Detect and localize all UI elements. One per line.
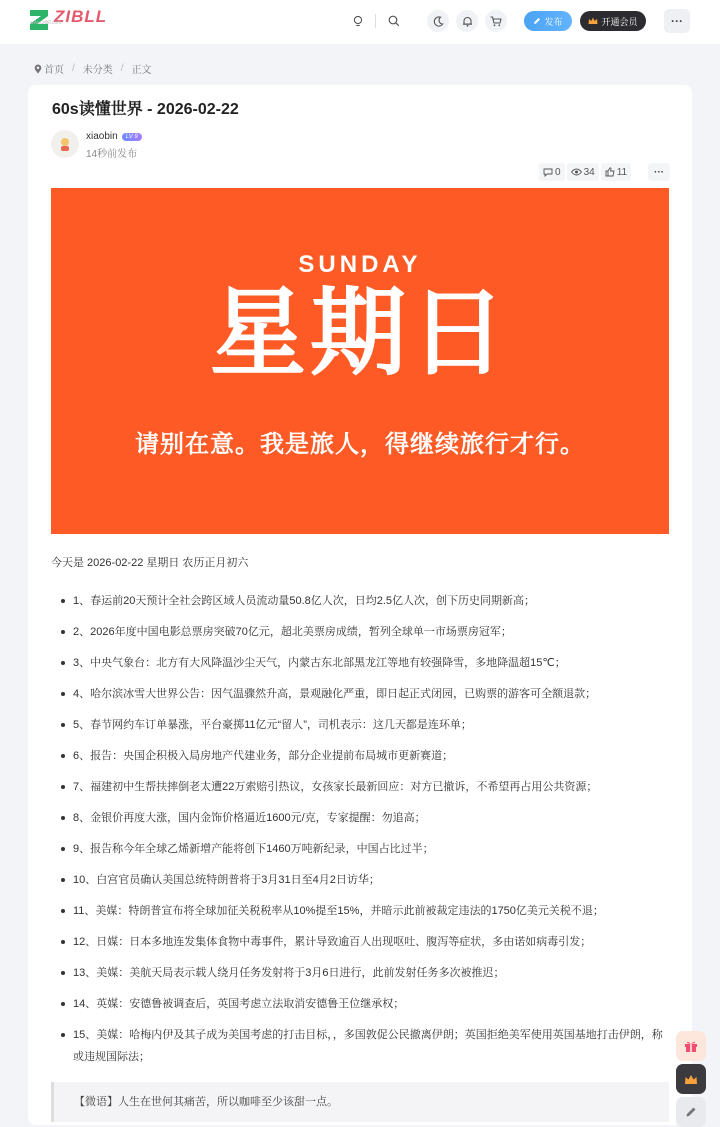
list-item: 8、金银价再度大涨，国内金饰价格逼近1600元/克，专家提醒：勿追高； — [51, 807, 671, 829]
list-item: 3、中央气象台：北方有大风降温沙尘天气，内蒙古东北部黑龙江等地有较强降雪，多地降温超15℃； — [51, 652, 671, 674]
breadcrumb-category[interactable]: 未分类 — [82, 65, 113, 76]
thumb-up-icon — [605, 167, 615, 177]
crown-icon — [588, 17, 598, 25]
view-count-value: 34 — [583, 166, 595, 178]
list-item: 6、报告：央国企积极入局房地产代建业务，部分企业提前布局城市更新赛道； — [51, 745, 671, 767]
post-stats — [539, 163, 631, 181]
publish-time: 14秒前发布 — [86, 149, 138, 160]
news-list — [51, 590, 671, 1077]
vip-label: 开通会员 — [601, 16, 638, 27]
more-icon[interactable]: ··· — [664, 9, 690, 33]
like-count[interactable] — [601, 163, 631, 181]
list-item: 12、日媒：日本多地连发集体食物中毒事件，累计导致逾百人出现呕吐、腹泻等症状，多由诺如病毒引发； — [51, 931, 671, 953]
list-item: 14、英媒：安德鲁被调查后，英国考虑立法取消安德鲁王位继承权； — [51, 993, 671, 1015]
eye-icon — [571, 168, 582, 176]
post-more-icon[interactable]: ··· — [648, 163, 670, 181]
banner-slogan: 请别在意。我是旅人，得继续旅行才行。 — [135, 431, 585, 458]
list-item: 1、春运前20天预计全社会跨区域人员流动量50.8亿人次，日均2.5亿人次，创下历史同期新高； — [51, 590, 671, 612]
floating-crown-icon[interactable] — [676, 1064, 706, 1094]
view-count — [567, 163, 599, 181]
list-item: 9、报告称今年全球乙烯新增产能将创下1460万吨新纪录，中国占比过半； — [51, 838, 671, 860]
bell-icon[interactable] — [456, 10, 478, 32]
today-line: 今天是 2026-02-22 星期日 农历正月初六 — [51, 557, 249, 569]
gift-icon[interactable] — [676, 1031, 706, 1061]
author-name[interactable]: xiaobin — [86, 131, 118, 142]
top-header — [0, 0, 720, 44]
avatar[interactable] — [51, 130, 79, 158]
search-icon[interactable] — [383, 10, 405, 32]
logo-subtext: www.zibll.com — [30, 20, 62, 26]
post-title: 60s读懂世界 - 2026-02-22 — [52, 101, 239, 118]
comment-count[interactable] — [539, 163, 565, 181]
bulb-icon[interactable] — [347, 10, 369, 32]
list-item: 2、2026年度中国电影总票房突破70亿元，超北美票房成绩，暂列全球单一市场票房冠军； — [51, 621, 671, 643]
publish-button[interactable] — [524, 11, 572, 31]
list-item: 4、哈尔滨冰雪大世界公告：因气温骤然升高，景观融化严重，即日起正式闭园，已购票的游客可全额退款； — [51, 683, 671, 705]
vip-button[interactable] — [580, 11, 646, 31]
author-line — [86, 131, 142, 142]
list-item: 15、美媒：哈梅内伊及其子成为美国考虑的打击目标，，多国敦促公民撤离伊朗；英国拒绝美军使用英国基地打击伊朗，称或违规国际法； — [51, 1024, 671, 1068]
list-item: 13、美媒：美航天局表示载人绕月任务发射将于3月6日进行，此前发射任务多次被推迟； — [51, 962, 671, 984]
list-item: 11、美媒：特朗普宣布将全球加征关税税率从10%提至15%，并暗示此前被裁定违法的1750亿美元关税不退； — [51, 900, 671, 922]
location-icon — [34, 64, 42, 74]
like-count-value: 11 — [616, 166, 628, 178]
logo-text: ZIBLL — [54, 7, 108, 26]
post-banner-image — [51, 188, 669, 534]
avatar-image-icon — [57, 136, 73, 152]
header-divider — [375, 14, 376, 28]
banner-english-day: SUNDAY — [298, 251, 422, 278]
floating-edit-icon[interactable] — [676, 1097, 706, 1127]
banner-chinese-day: 星期日 — [210, 277, 510, 389]
breadcrumb-separator: / — [120, 63, 124, 74]
pen-icon — [533, 17, 541, 25]
list-item: 5、春节网约车订单暴涨，平台豪掷11亿元“留人”，司机表示：这几天都是连环单； — [51, 714, 671, 736]
breadcrumb — [34, 61, 152, 76]
breadcrumb-home[interactable]: 首页 — [44, 65, 64, 76]
comment-icon — [543, 168, 553, 177]
breadcrumb-separator: / — [72, 63, 75, 74]
breadcrumb-current: 正文 — [131, 65, 152, 76]
publish-label: 发布 — [544, 16, 563, 27]
cart-icon[interactable] — [485, 10, 507, 32]
moon-icon[interactable] — [427, 10, 449, 32]
quote-block: 【微语】人生在世何其痛苦，所以咖啡至少该甜一点。 — [51, 1082, 669, 1122]
comment-count-value: 0 — [555, 166, 561, 178]
list-item: 10、白宫官员确认美国总统特朗普将于3月31日至4月2日访华； — [51, 869, 671, 891]
list-item: 7、福建初中生帮扶摔倒老太遭22万索赔引热议，女孩家长最新回应：对方已撤诉，不希望再占用公共资源； — [51, 776, 671, 798]
level-badge: LV 9 — [122, 133, 142, 141]
